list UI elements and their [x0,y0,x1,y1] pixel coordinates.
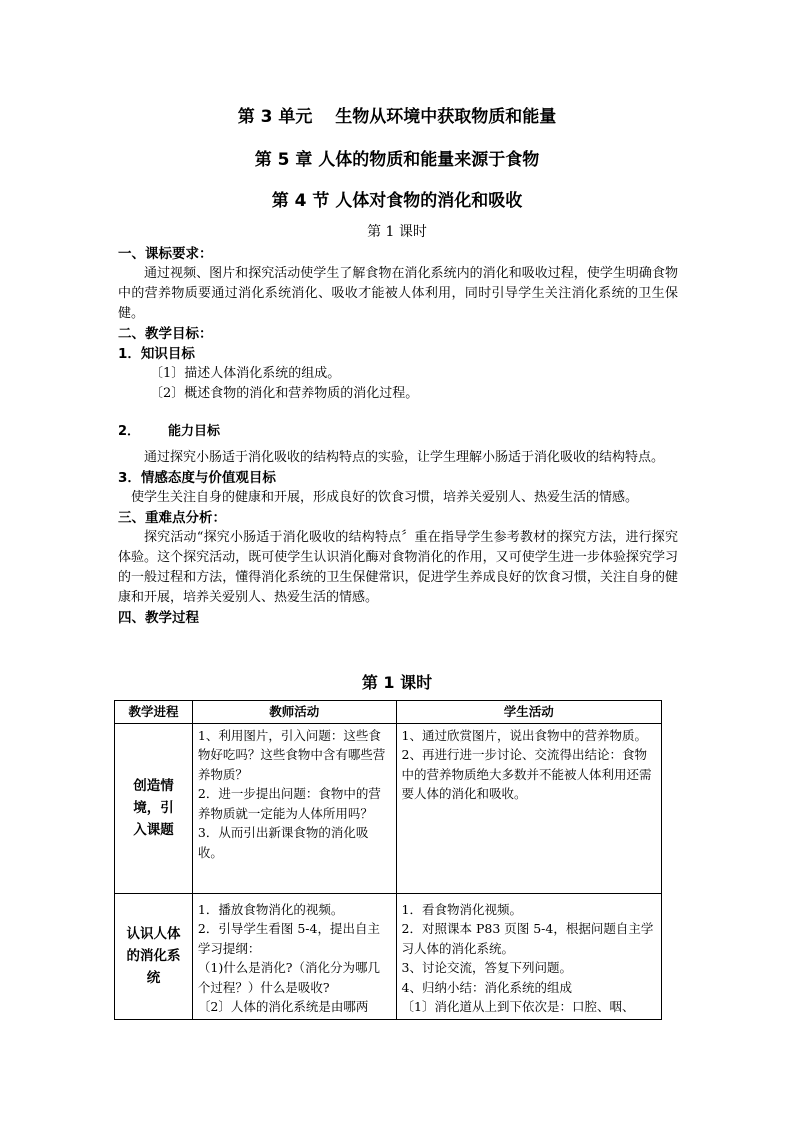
teacher-step-3: 3．从而引出新课食物的消化吸收。 [197,825,369,860]
student-step-5: 〔1〕消化道从上到下依次是：口腔、咽、 [401,999,635,1014]
student-step-2: 2、再进行进一步讨论、交流得出结论：食物中的营养物质绝大多数并不能被人体利用还需要人体的消化和吸收。 [401,747,652,801]
ability-objective-text: 通过探究小肠适于消化吸收的结构特点的实验，让学生理解小肠适于消化吸收的结构特点。 [144,450,665,465]
key-points-text: 探究活动“探究小肠适于消化吸收的结构特点〞重在指导学生参考教材的探究方法，进行探究体验。这个探究活动，既可使学生认识消化酶对食物消化的作用，又可使学生进一步体验探究学习的一般过程和方法，懂得消化系统的卫生保健常识，促进学生养成良好的饮食习惯，关注自身的健康和开展，培养关爱别人、热爱生活的情感。 [118,530,678,605]
teacher-activity-cell [192,893,396,1019]
table-header-student: 学生活动 [396,701,661,724]
knowledge-objective-heading: 1．知识目标 [118,346,195,362]
stage-cell: 认识人体的消化系统 [115,893,193,1019]
student-step-2: 2．对照课本 P83 页图 5-4，根据问题自主学习人体的消化系统。 [401,921,654,956]
ability-objective-title: 能力目标 [168,424,221,439]
table-header-teacher: 教师活动 [192,701,396,724]
student-activity-cell [396,723,661,893]
teacher-step-1: 1．播放食物消化的视频。 [197,901,344,917]
unit-title: 第 3 单元 生物从环境中获取物质和能量 [237,107,557,127]
document-body [118,244,678,628]
teacher-step-1: 1、利用图片，引入问题：这些食物好吃吗？这些食物中含有哪些营养物质？ [197,727,386,782]
chapter-title: 第 5 章 人体的物质和能量来源于食物 [254,150,540,170]
lesson-title: 第 1 课时 [367,224,427,240]
stage-cell: 创造情境，引入课题 [115,723,193,893]
table-row [115,723,662,893]
curriculum-text: 通过视频、图片和探究活动使学生了解食物在消化系统内的消化和吸收过程，使学生明确食物中的营养物质要通过消化系统消化、吸收才能被人体利用，同时引导学生关注消化系统的卫生保健。 [118,266,678,321]
section-title: 第 4 节 人体对食物的消化和吸收 [271,191,523,211]
teacher-step-4: 〔2〕人体的消化系统是由哪两 [197,999,369,1014]
table-header-row [115,701,662,724]
student-step-4: 4、归纳小结：消化系统的组成 [401,979,572,995]
knowledge-item-2: 〔2〕概述食物的消化和营养物质的消化过程。 [150,386,419,401]
process-heading: 四、教学过程 [118,610,199,626]
ability-objective-heading [118,422,678,442]
teacher-step-2: 2．引导学生看图 5-4，提出自主学习提纲： [197,921,380,956]
ability-objective-number: 2． [118,424,141,439]
student-step-1: 1．看食物消化视频。 [401,901,522,917]
key-points-heading: 三、重难点分析： [118,510,226,526]
table-header-stage: 教学进程 [115,701,193,724]
student-activity-cell [396,893,661,1019]
teaching-process-table [114,700,662,1020]
student-step-1: 1、通过欣赏图片，说出食物中的营养物质。 [401,727,647,743]
emotion-objective-heading: 3．情感态度与价值观目标 [118,470,276,486]
teacher-step-3: （1)什么是消化?（消化分为哪几个过程？）什么是吸收? [197,960,380,995]
curriculum-heading: 一、课标要求： [118,246,213,262]
objectives-heading: 二、教学目标： [118,326,213,342]
teacher-step-2: 2．进一步提出问题：食物中的营养物质就一定能为人体所用吗？ [197,786,381,821]
teacher-activity-cell [192,723,396,893]
student-step-3: 3、讨论交流，答复下列问题。 [401,960,572,975]
knowledge-item-1: 〔1〕描述人体消化系统的组成。 [150,366,341,381]
table-row [115,893,662,1019]
process-lesson-title: 第 1 课时 [361,673,433,692]
emotion-objective-text: 使学生关注自身的健康和开展，形成良好的饮食习惯，培养关爱别人、热爱生活的情感。 [131,490,639,505]
